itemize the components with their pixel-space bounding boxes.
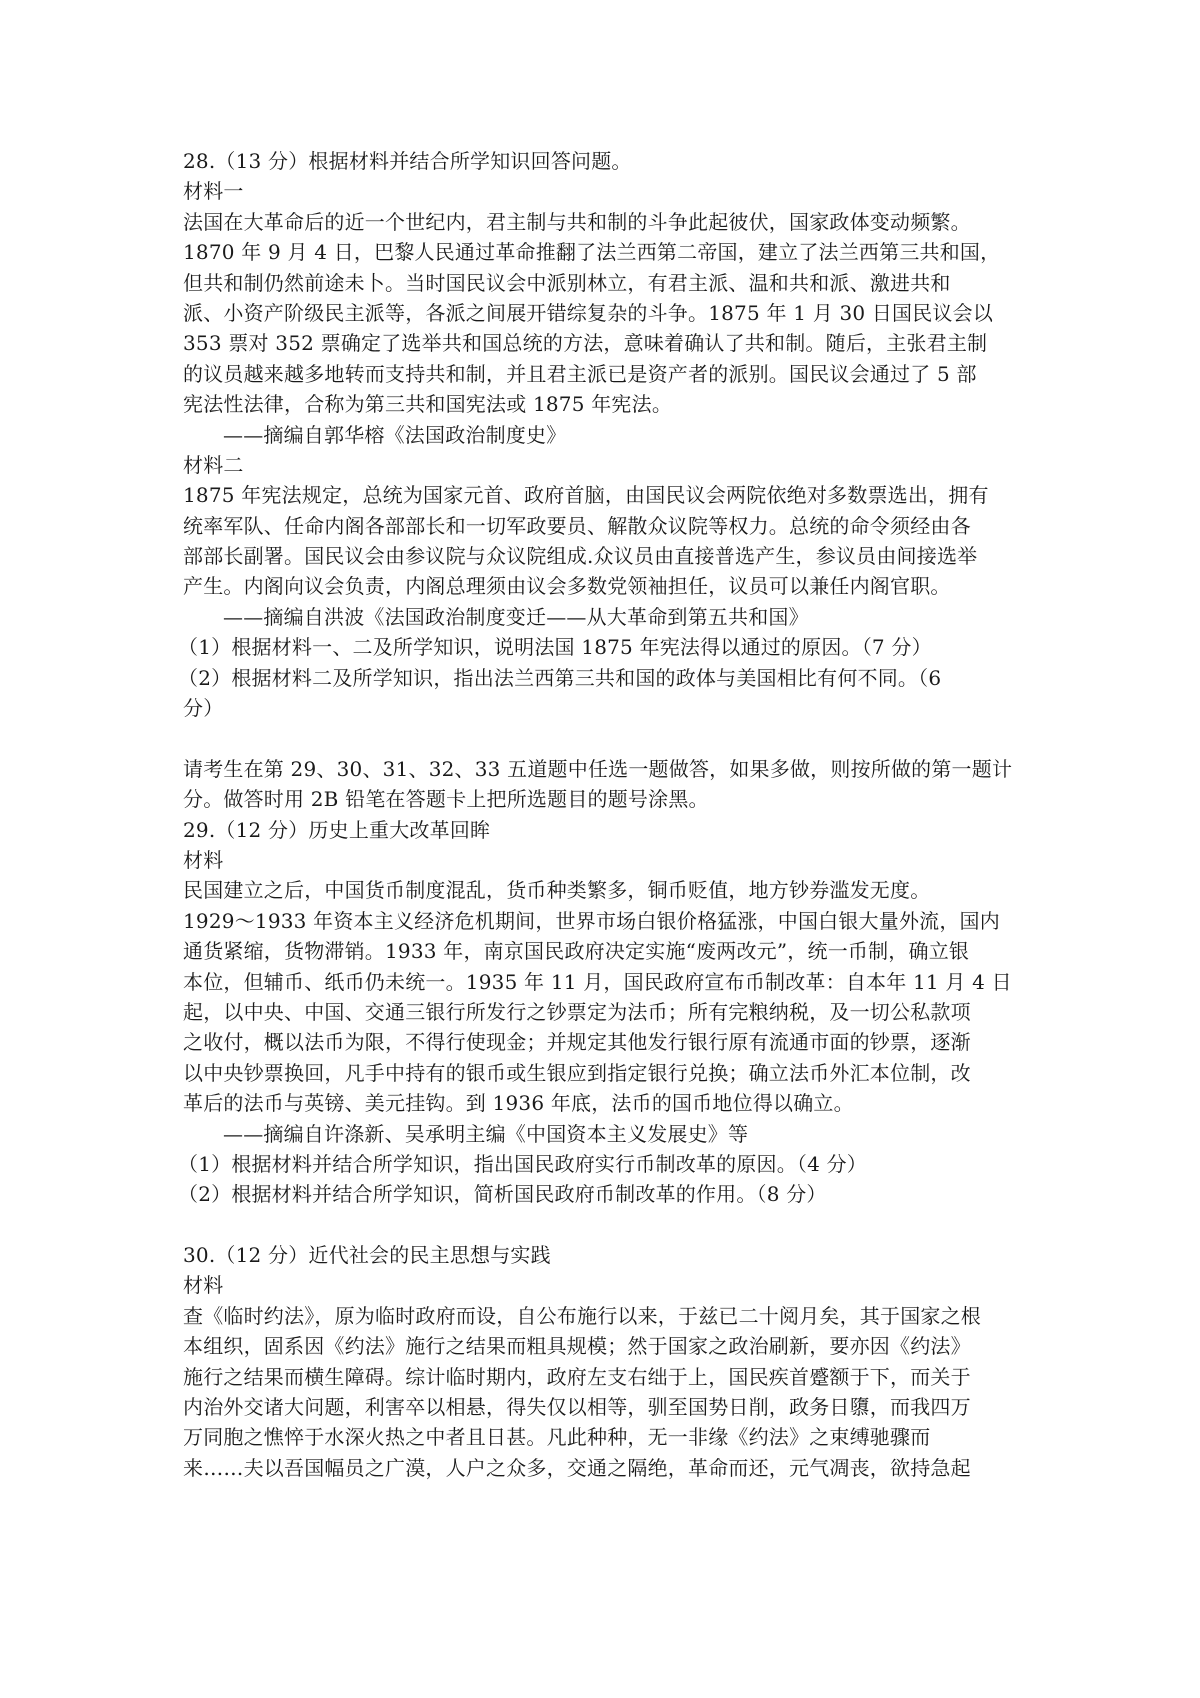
q28-material1-label: 材料一	[183, 179, 244, 204]
q29-title: 29.（12 分）历史上重大改革回眸	[183, 817, 491, 842]
q30-material-line: 来……夫以吾国幅员之广漠，人户之众多，交通之隔绝，革命而还，元气凋丧，欲持急起	[183, 1455, 971, 1480]
spacer	[183, 723, 1033, 753]
q28-material2-line: 产生。内阁向议会负责，内阁总理须由议会多数党领袖担任，议员可以兼任内阁官职。	[183, 574, 951, 599]
instructions-line: 分。做答时用 2B 铅笔在答题卡上把所选题目的题号涂黑。	[183, 787, 709, 812]
q29-material-line: 1929～1933 年资本主义经济危机期间，世界市场白银价格猛涨，中国白银大量外流，国内	[183, 908, 1000, 933]
q30-material-line: 万同胞之憔悴于水深火热之中者且日甚。凡此种种，无一非缘《约法》之束缚驰骤而	[183, 1425, 931, 1450]
q29-material-line: 以中央钞票换回，凡手中持有的银币或生银应到指定银行兑换；确立法币外汇本位制，改	[183, 1060, 971, 1085]
q28-material1-line: 宪法性法律，合称为第三共和国宪法或 1875 年宪法。	[183, 392, 673, 417]
q29-subquestion-1: （1）根据材料并结合所学知识，指出国民政府实行币制改革的原因。（4 分）	[178, 1151, 868, 1176]
exam-page	[178, 146, 1033, 1483]
q30-material-line: 本组织，固系因《约法》施行之结果而粗具规模；然于国家之政治刷新，要亦因《约法》	[183, 1334, 971, 1359]
q29-material-line: 之收付，概以法币为限，不得行使现金；并规定其他发行银行原有流通市面的钞票，逐渐	[183, 1030, 971, 1055]
q29-subquestion-2: （2）根据材料并结合所学知识，简析国民政府币制改革的作用。（8 分）	[178, 1182, 827, 1207]
q28-material2-source: ——摘编自洪波《法国政治制度变迁——从大革命到第五共和国》	[223, 604, 809, 629]
q30-material-line: 内治外交诸大问题，利害卒以相悬，得失仅以相等，驯至国势日削，政务日隳，而我四万	[183, 1395, 971, 1420]
q28-material1-line: 353 票对 352 票确定了选举共和国总统的方法，意味着确认了共和制。随后，主张君主制	[183, 331, 988, 356]
q28-material1-source: ——摘编自郭华榕《法国政治制度史》	[223, 422, 567, 447]
q28-material1-line: 法国在大革命后的近一个世纪内，君主制与共和制的斗争此起彼伏，国家政体变动频繁。	[183, 209, 971, 234]
q28-material1-line: 的议员越来越多地转而支持共和制，并且君主派已是资产者的派别。国民议会通过了 5 部	[183, 361, 977, 386]
q29-material-source: ——摘编自许涤新、吴承明主编《中国资本主义发展史》等	[223, 1121, 749, 1146]
q28-title: 28.（13 分）根据材料并结合所学知识回答问题。	[183, 149, 632, 173]
q28-subquestion-1: （1）根据材料一、二及所学知识，说明法国 1875 年宪法得以通过的原因。（7 分）	[178, 635, 932, 660]
q29-material-label: 材料	[183, 847, 224, 872]
q28-material2-label: 材料二	[183, 452, 244, 477]
q29-material-line: 革后的法币与英镑、美元挂钩。到 1936 年底，法币的国币地位得以确立。	[183, 1091, 854, 1116]
q28-material2-line: 1875 年宪法规定，总统为国家元首、政府首脑，由国民议会两院依绝对多数票选出，拥有	[183, 483, 989, 508]
q28-subquestion-2-continued: 分）	[183, 696, 224, 721]
instructions-line: 请考生在第 29、30、31、32、33 五道题中任选一题做答，如果多做，则按所做的第一题计	[183, 756, 1013, 781]
spacer	[183, 1210, 1033, 1240]
q28-material1-line: 派、小资产阶级民主派等，各派之间展开错综复杂的斗争。1875 年 1 月 30 日国民议会以	[183, 300, 994, 325]
q28-material2-line: 部部长副署。国民议会由参议院与众议院组成.众议员由直接普选产生，参议员由间接选举	[183, 544, 978, 569]
q30-material-line: 查《临时约法》，原为临时政府而设，自公布施行以来，于兹已二十阅月矣，其于国家之根	[183, 1303, 981, 1328]
q29-material-line: 本位，但辅币、纸币仍未统一。1935 年 11 月，国民政府宣布币制改革：自本年 11 月 4 日	[183, 969, 1012, 994]
q28-material2-line: 统率军队、任命内阁各部部长和一切军政要员、解散众议院等权力。总统的命令须经由各	[183, 513, 971, 538]
q28-subquestion-2: （2）根据材料二及所学知识，指出法兰西第三共和国的政体与美国相比有何不同。（6	[178, 665, 942, 690]
q29-material-line: 起，以中央、中国、交通三银行所发行之钞票定为法币；所有完粮纳税，及一切公私款项	[183, 999, 971, 1024]
q29-material-line: 民国建立之后，中国货币制度混乱，货币种类繁多，铜币贬值，地方钞券滥发无度。	[183, 878, 931, 903]
q30-material-line: 施行之结果而横生障碍。综计临时期内，政府左支右绌于上，国民疾首蹙额于下，而关于	[183, 1364, 971, 1389]
q30-material-label: 材料	[183, 1273, 224, 1298]
q29-material-line: 通货紧缩，货物滞销。1933 年，南京国民政府决定实施“废两改元”，统一币制，确立银	[183, 939, 970, 964]
q28-material1-line: 但共和制仍然前途未卜。当时国民议会中派别林立，有君主派、温和共和派、激进共和	[183, 270, 951, 295]
q30-title: 30.（12 分）近代社会的民主思想与实践	[183, 1243, 551, 1268]
q28-material1-line: 1870 年 9 月 4 日，巴黎人民通过革命推翻了法兰西第二帝国，建立了法兰西第三共和国，	[183, 240, 1001, 265]
